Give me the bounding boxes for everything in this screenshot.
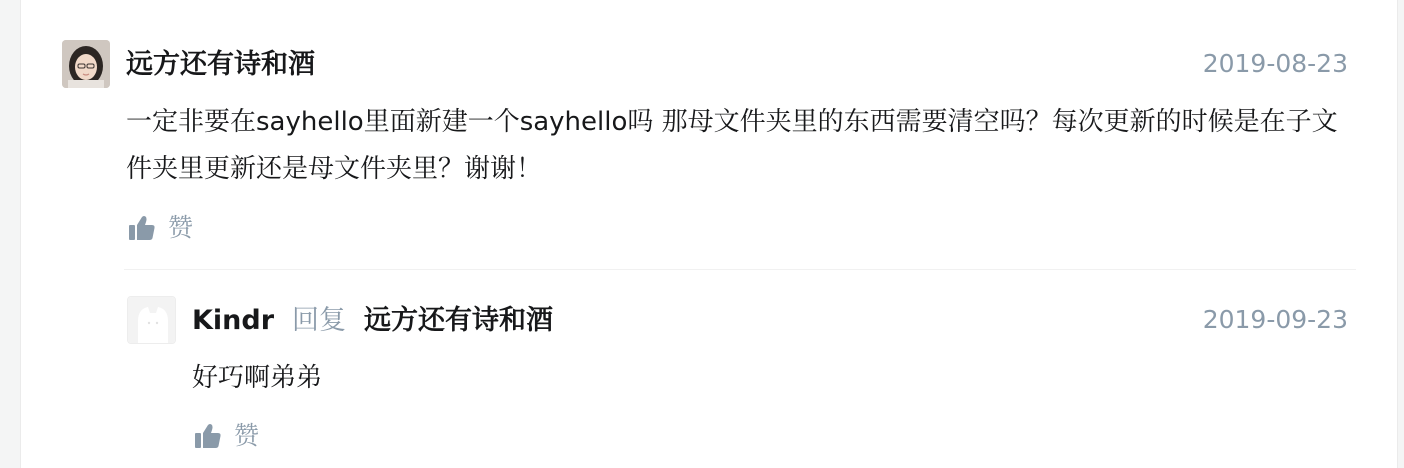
comment-author[interactable]: 远方还有诗和酒	[126, 49, 315, 80]
reply-content: 好巧啊弟弟	[192, 363, 323, 393]
reply-author[interactable]: Kindr	[192, 305, 275, 336]
divider	[124, 269, 1356, 270]
avatar[interactable]	[62, 40, 110, 88]
thumbs-up-icon	[194, 422, 222, 450]
reply-header	[192, 303, 553, 339]
reply-avatar[interactable]	[127, 296, 176, 344]
reply-date: 2019-09-23	[1202, 305, 1348, 334]
reply-like-label: 赞	[234, 421, 260, 450]
comment-date: 2019-08-23	[1202, 49, 1348, 78]
default-avatar-icon	[128, 297, 175, 343]
like-label: 赞	[168, 213, 194, 242]
reply-target-user[interactable]: 远方还有诗和酒	[364, 305, 554, 336]
reply-like-button[interactable]	[194, 421, 259, 451]
thumbs-up-icon	[128, 214, 156, 242]
user-photo-avatar	[62, 40, 110, 88]
reply-word: 回复	[292, 305, 347, 336]
comment-content: 一定非要在sayhello里面新建一个sayhello吗 那母文件夹里的东西需要清空吗？每次更新的时候是在子文件夹里更新还是母文件夹里？谢谢！	[126, 107, 1338, 184]
like-button[interactable]	[128, 213, 193, 243]
